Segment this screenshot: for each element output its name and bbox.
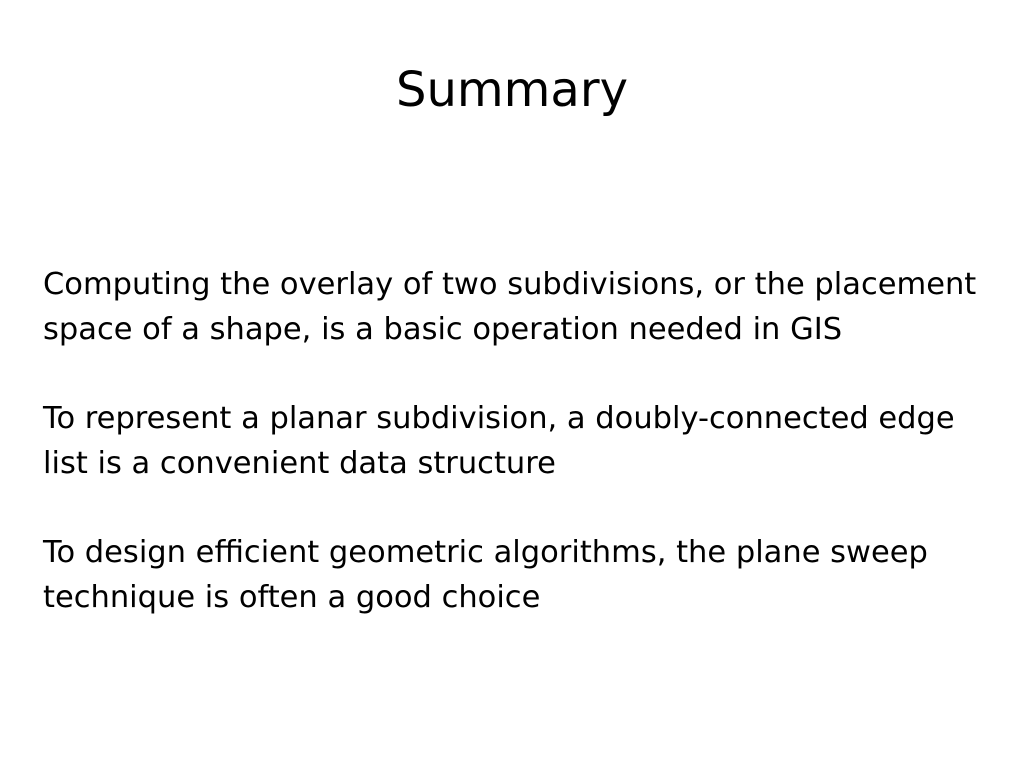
summary-point-dcel [43,396,1003,486]
paragraph-line: To design efficient geometric algorithms, the plane sweep [43,535,928,570]
paragraph-line: Computing the overlay of two subdivisions, or the placement [43,267,977,302]
paragraph-line: list is a convenient data structure [43,446,556,481]
slide-body [43,262,1003,664]
paragraph-line: To represent a planar subdivision, a doubly-connected edge [43,401,955,436]
slide-title: Summary [396,62,628,118]
summary-point-overlay [43,262,1003,352]
paragraph-line: technique is often a good choice [43,580,541,615]
summary-point-plane-sweep [43,530,1003,620]
paragraph-line: space of a shape, is a basic operation needed in GIS [43,312,843,347]
